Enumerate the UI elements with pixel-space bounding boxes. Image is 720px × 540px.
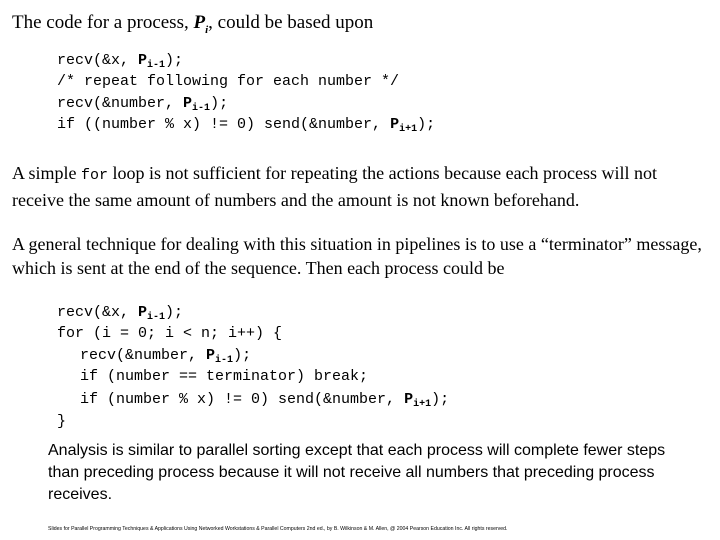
intro-text-after: , could be based upon [208,12,374,33]
process-symbol [193,12,209,36]
code-line: recv(&number, $P_{i-1}$); [80,347,252,366]
code-line: } [57,413,67,430]
footer-credit: Slides for Parallel Programming Techniques & Applications Using Networked Workstations & Parallel Computers 2nd ed., by B. Wilkinson & M. Allen, @ 2004 Pearson Education Inc. All rights reserved. [48,526,508,532]
code-line: if (number % x) != 0) send(&number, $P_{i+1}$); [80,391,450,410]
para1-text-after: loop is not sufficient for repeating the actions because each process will not receive the same amount of numbers and the amount is not known beforehand. [12,163,658,210]
for-keyword: for [81,167,109,184]
code-line: for (i = 0; i < n; i++) { [57,325,283,342]
paragraph-for-loop [12,161,712,212]
process-symbol-letter: P [193,12,206,33]
intro-text-before: The code for a process, [12,12,194,33]
para1-text-before: A simple [12,163,82,183]
code-line: recv(&x, $P_{i-1}$); [57,304,184,323]
paragraph-terminator: A general technique for dealing with this situation in pipelines is to use a “terminator” message, which is sent at the end of the sequence. Then each process could be [12,234,702,278]
code-line: recv(&number, $P_{i-1}$); [57,95,229,114]
code-line: recv(&x, $P_{i-1}$); [57,52,184,71]
code-line: if (number == terminator) break; [80,368,369,385]
intro-sentence [12,12,373,36]
code-line: if ((number % x) != 0) send(&number, $P_{i+1}$); [57,116,436,135]
code-comment-line: /* repeat following for each number */ [57,73,400,90]
process-symbol-subscript: i [205,23,209,36]
analysis-text: Analysis is similar to parallel sorting except that each process will complete fewer steps than preceding process because it will not receive all numbers that preceding process receives. [48,442,666,503]
